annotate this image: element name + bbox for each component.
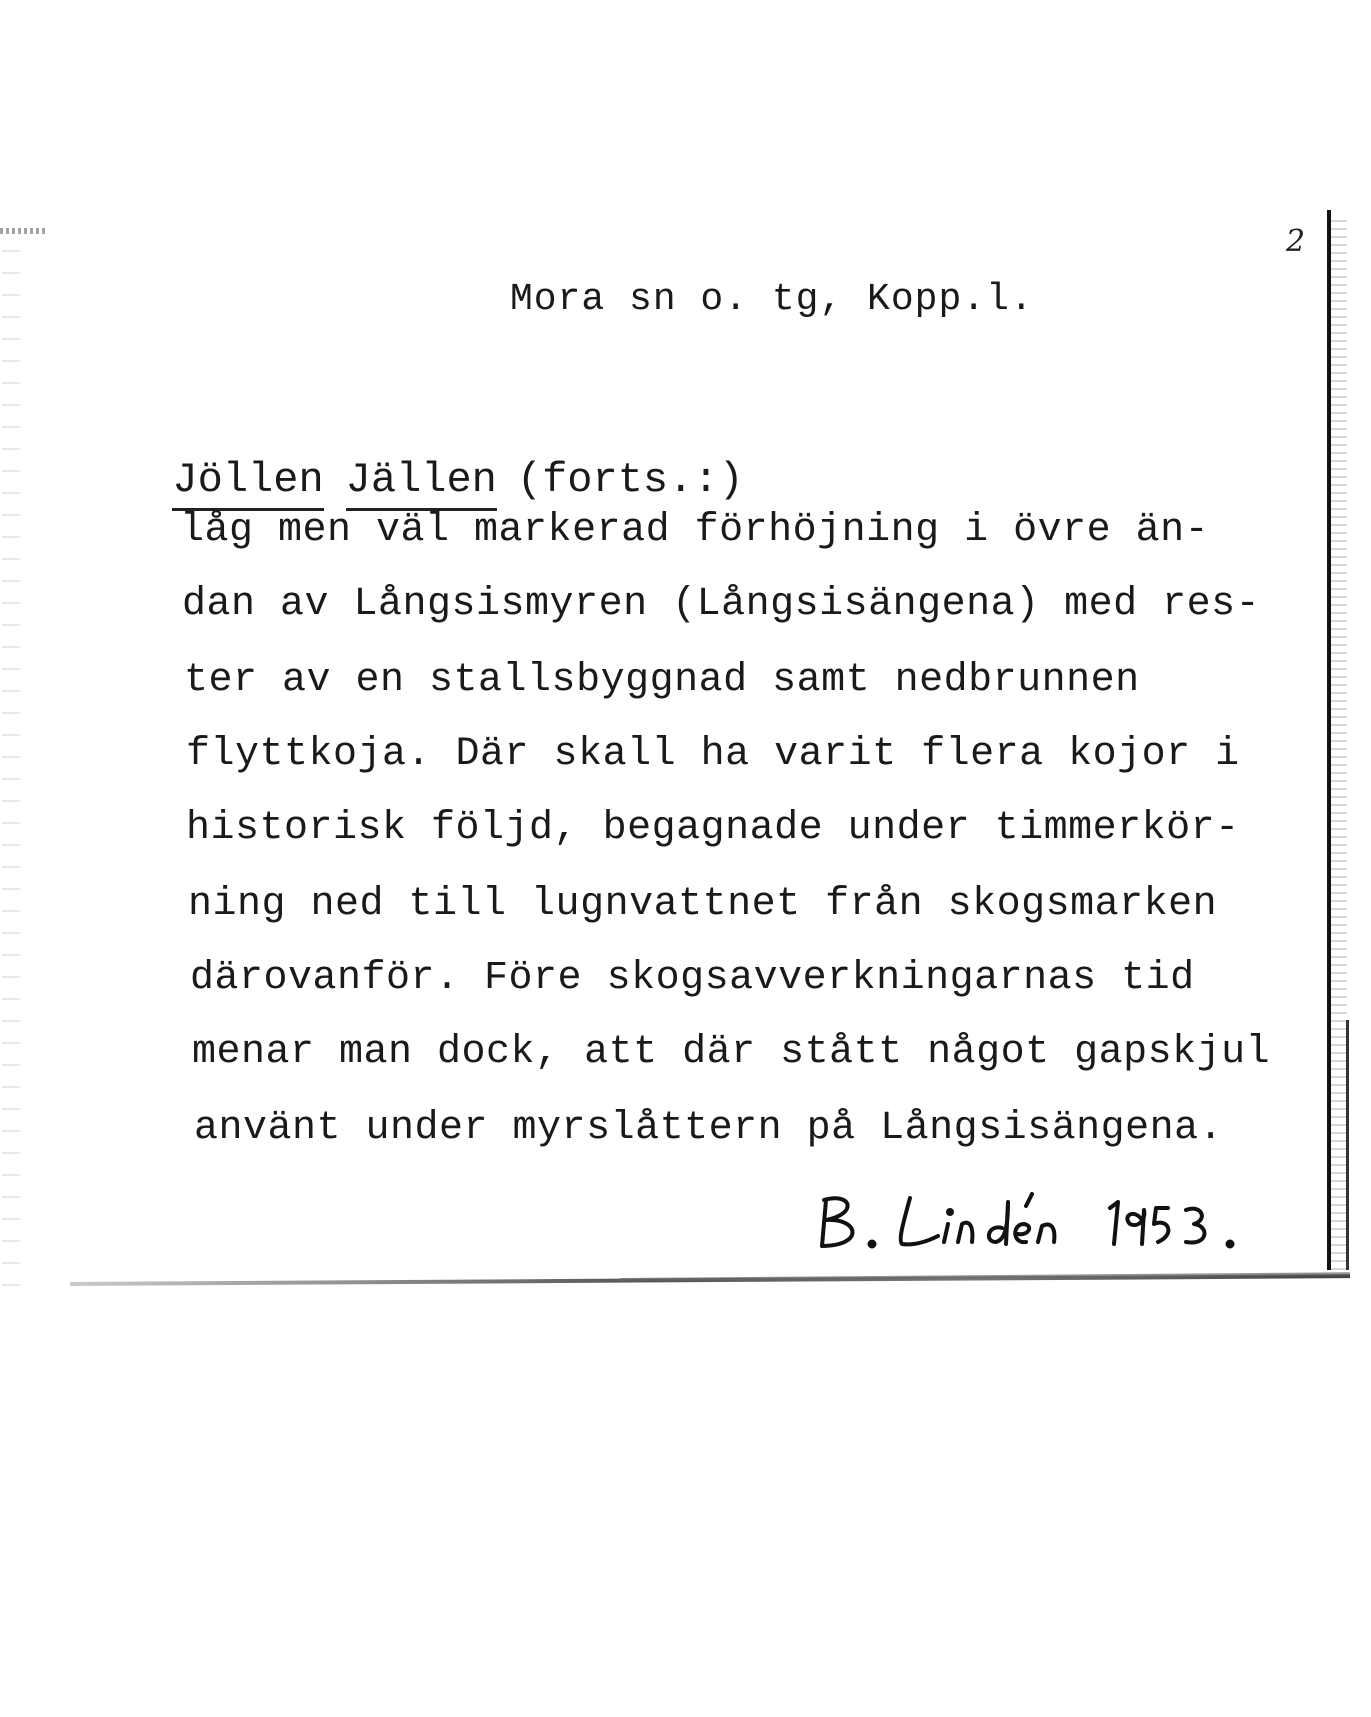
title-word-jallen: Jällen xyxy=(346,456,497,511)
card-right-shadow xyxy=(1331,220,1347,1270)
body-line-9: använt under myrslåttern på Långsisängena. xyxy=(194,1106,1224,1151)
body-line-3: ter av en stallsbyggnad samt nedbrunnen xyxy=(184,658,1140,703)
entry-title xyxy=(122,408,744,511)
body-line-7: därovanför. Före skogsavverkningarnas tid xyxy=(190,956,1195,1001)
title-word-jollen: Jöllen xyxy=(172,456,323,511)
body-line-1: låg men väl markerad förhöjning i övre än- xyxy=(180,508,1210,553)
card-header: Mora sn o. tg, Kopp.l. xyxy=(510,278,1034,321)
scan-artifact-left-dots xyxy=(2,250,20,1300)
title-suffix: (forts.:) xyxy=(516,456,744,504)
body-line-6: ning ned till lugnvattnet från skogsmarken xyxy=(188,882,1218,927)
handwritten-signature xyxy=(812,1180,1282,1260)
card-right-edge-lower xyxy=(1346,1020,1349,1270)
body-line-2: dan av Långsismyren (Långsisängena) med res- xyxy=(182,582,1261,627)
body-line-4: flyttkoja. Där skall ha varit flera kojor i xyxy=(186,732,1240,777)
body-line-5: historisk följd, begagnade under timmerkör- xyxy=(186,806,1240,851)
page-number: 2 xyxy=(1286,224,1306,259)
scan-artifact-left xyxy=(0,228,48,234)
body-line-8: menar man dock, att där stått något gapskjul xyxy=(192,1030,1271,1075)
